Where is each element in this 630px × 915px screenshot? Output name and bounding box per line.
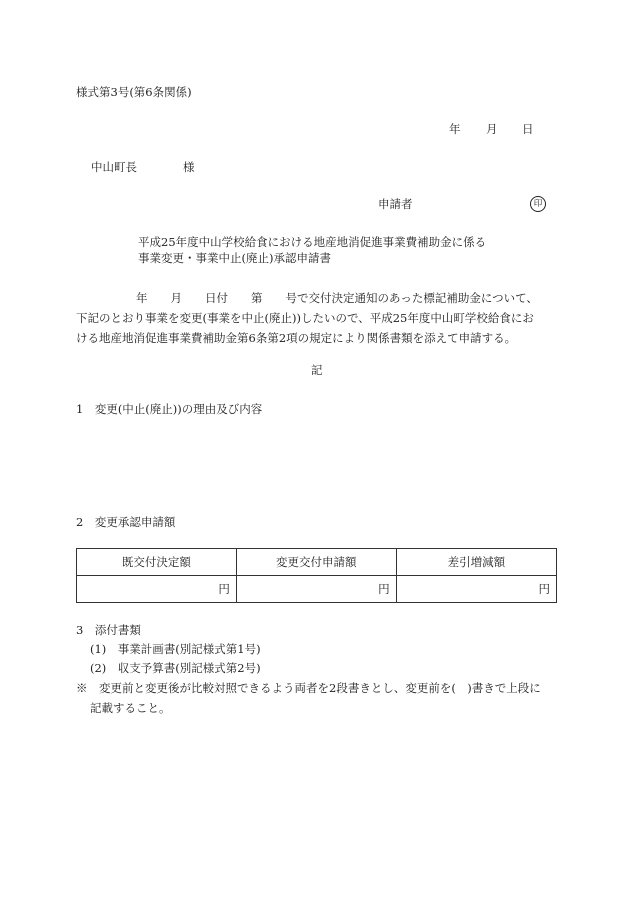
note-line-1: ※ 変更前と変更後が比較対照できるよう両者を2段書きとし、変更前を( )書きで上段に [76, 681, 541, 695]
body-line-2: 下記のとおり事業を変更(事業を中止(廃止))したいので、平成25年度中山町学校給食にお [76, 311, 534, 325]
seal-icon: 印 [530, 196, 546, 212]
recipient-name: 中山町長 [91, 160, 137, 174]
application-body [76, 288, 556, 348]
amount-table-header-row [77, 549, 557, 576]
ki-heading: 記 [311, 363, 323, 377]
applicant-label: 申請者 [378, 197, 413, 211]
section-3-heading: 3 添付書類 [76, 623, 141, 637]
section-1-heading: 1 変更(中止(廃止))の理由及び内容 [76, 402, 263, 416]
form-number: 様式第3号(第6条関係) [76, 85, 192, 99]
body-line-3: ける地産地消促進事業費補助金第6条第2項の規定により関係書類を添えて申請する。 [76, 331, 517, 345]
document-title-line1: 平成25年度中山学校給食における地産地消促進事業費補助金に係る [138, 235, 487, 249]
header-change-request: 変更交付申請額 [236, 549, 396, 576]
document-title-line2: 事業変更・事業中止(廃止)承認申請書 [138, 251, 331, 265]
attachment-item-1: (1) 事業計画書(別記様式第1号) [90, 642, 261, 656]
amount-table-row [77, 576, 557, 603]
header-difference: 差引増減額 [396, 549, 556, 576]
header-existing-grant: 既交付決定額 [77, 549, 237, 576]
body-line-1: 年 月 日付 第 号で交付決定通知のあった標記補助金について、 [136, 291, 538, 305]
attachment-item-2: (2) 収支予算書(別記様式第2号) [90, 661, 261, 675]
amount-table [76, 548, 557, 603]
recipient-honorific: 様 [183, 160, 195, 174]
date-month-label: 月 [486, 122, 498, 136]
note-line-2: 記載すること。 [90, 701, 171, 715]
cell-existing-grant[interactable]: 円 [77, 576, 237, 603]
cell-change-request[interactable]: 円 [236, 576, 396, 603]
date-day-label: 日 [522, 122, 534, 136]
cell-difference[interactable]: 円 [396, 576, 556, 603]
date-year-label: 年 [449, 122, 461, 136]
section-2-heading: 2 変更承認申請額 [76, 515, 176, 529]
